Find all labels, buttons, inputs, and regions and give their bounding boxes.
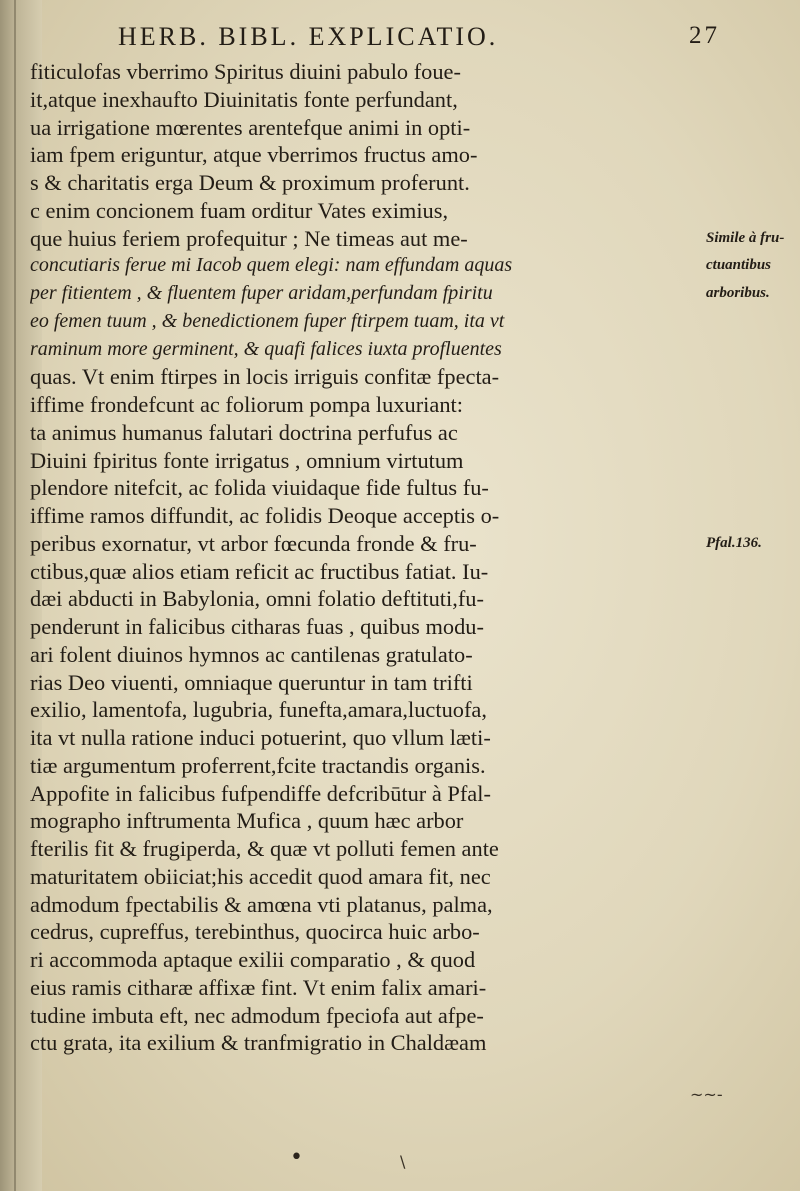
text-line: quas. Vt enim ftirpes in locis irriguis confitæ fpecta- xyxy=(30,364,500,390)
text-line: ita vt nulla ratione induci potuerint, quo vllum læti- xyxy=(30,725,491,750)
page-header xyxy=(110,22,770,62)
text-line: penderunt in falicibus citharas fuas , quibus modu- xyxy=(30,614,484,639)
gutter-rule xyxy=(14,0,16,1191)
text-line: Diuini fpiritus fonte irrigatus , omnium virtutum xyxy=(30,447,464,473)
text-line: ta animus humanus falutari doctrina perfufus ac xyxy=(30,419,458,445)
margin-note: ctuantibus xyxy=(706,257,772,274)
text-line: c enim concionem fuam orditur Vates eximius, xyxy=(30,197,449,223)
running-head: HERB. BIBL. EXPLICATIO. xyxy=(118,22,499,51)
text-line: iam fpem eriguntur, atque vberrimos fructus amo- xyxy=(30,142,478,168)
text-line: rias Deo viuenti, omniaque queruntur in tam trifti xyxy=(30,669,473,695)
text-line: plendore nitefcit, ac folida viuidaque fide fultus fu- xyxy=(30,475,489,501)
text-line: ari folent diuinos hymnos ac cantilenas gratulato- xyxy=(30,641,473,667)
ornament-dot: • xyxy=(290,1145,303,1170)
text-line: mographo inftrumenta Mufica , quum hæc arbor xyxy=(30,808,464,834)
text-line: per fitientem , & fluentem fuper aridam,perfundam fpiritu xyxy=(30,282,493,304)
ink-mark: \ xyxy=(400,1152,406,1171)
text-line: exilio, lamentofa, lugubria, funefta,amara,luctuofa, xyxy=(30,697,487,723)
margin-note: Simile à fru- xyxy=(706,229,785,246)
text-line: ua irrigatione mœrentes arentefque animi in opti- xyxy=(30,114,471,140)
margin-note: arboribus. xyxy=(706,285,770,301)
text-line: ctu grata, ita exilium & tranfmigratio in Chaldæam xyxy=(30,1030,487,1056)
body-text xyxy=(30,58,695,1057)
text-line: raminum more germinent, & quafi falices iuxta profluentes xyxy=(30,337,502,360)
text-line: peribus exornatur, vt arbor fœcunda fronde & fru- xyxy=(30,530,477,556)
text-line: dæi abducti in Babylonia, omni folatio deftituti,fu- xyxy=(30,586,484,612)
ink-scribble: ~~- xyxy=(690,1085,723,1104)
text-line: eo femen tuum , & benedictionem fuper ftirpem tuam, ita vt xyxy=(30,309,505,332)
text-line: maturitatem obiiciat;his accedit quod amara fit, nec xyxy=(30,863,491,889)
text-line: cedrus, cupreffus, terebinthus, quocirca huic arbo- xyxy=(30,919,480,945)
text-line: iffime frondefcunt ac foliorum pompa luxuriant: xyxy=(30,392,463,417)
text-line: iffime ramos diffundit, ac folidis Deoque acceptis o- xyxy=(30,503,500,528)
text-line: tudine imbuta eft, nec admodum fpeciofa aut afpe- xyxy=(30,1002,484,1028)
text-line: fiticulofas vberrimo Spiritus diuini pabulo foue- xyxy=(30,59,461,84)
text-line: it,atque inexhaufto Diuinitatis fonte perfundant, xyxy=(30,86,458,112)
text-line: eius ramis citharæ affixæ fint. Vt enim falix amari- xyxy=(30,974,487,1000)
text-line: ri accommoda aptaque exilii comparatio , & quod xyxy=(30,947,476,972)
text-line: concutiaris ferue mi Iacob quem elegi: nam effundam aquas xyxy=(30,254,513,277)
text-line: fterilis fit & frugiperda, & quæ vt polluti femen ante xyxy=(30,836,499,861)
text-line: admodum fpectabilis & amœna vti platanus, palma, xyxy=(30,891,493,917)
text-line: s & charitatis erga Deum & proximum proferunt. xyxy=(30,170,470,195)
text-line: ctibus,quæ alios etiam reficit ac fructibus fatiat. Iu- xyxy=(30,558,489,584)
page-number: 27 xyxy=(689,22,720,49)
text-line: tiæ argumentum proferrent,fcite tractandis organis. xyxy=(30,752,486,778)
text-line: que huius feriem profequitur ; Ne timeas aut me- xyxy=(30,225,468,251)
margin-note: Pfal.136. xyxy=(706,534,762,551)
text-line: Appofite in falicibus fufpendiffe defcribūtur à Pfal- xyxy=(30,780,491,806)
